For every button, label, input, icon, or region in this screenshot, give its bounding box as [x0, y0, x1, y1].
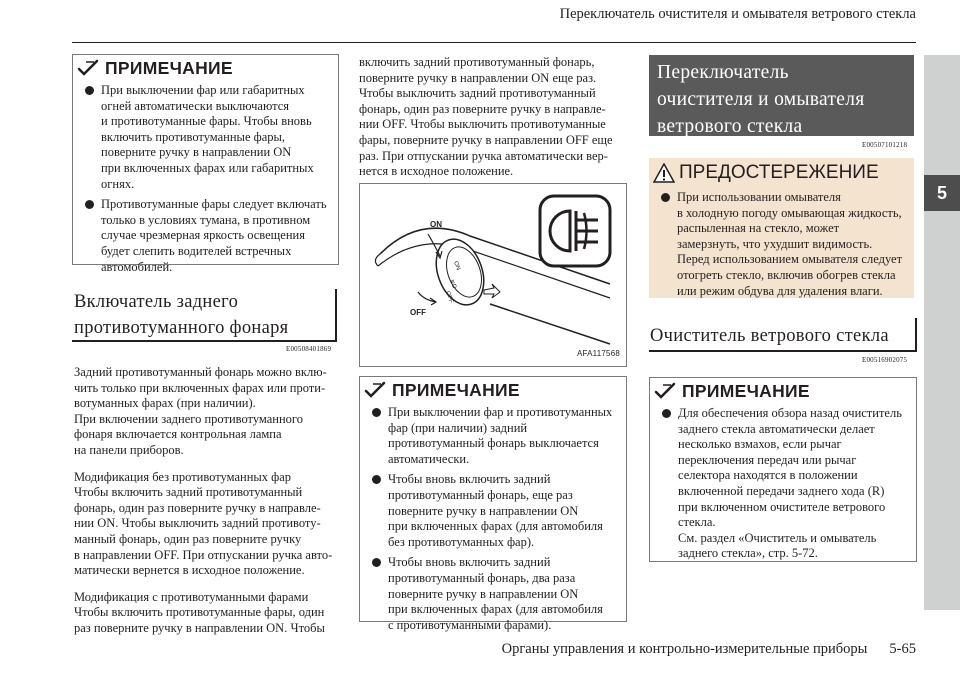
section-title-bar — [915, 318, 917, 351]
pencil-icon — [364, 381, 386, 399]
chapter-side-strip — [924, 55, 960, 610]
svg-text:ON: ON — [452, 260, 461, 272]
note-bullet — [662, 406, 908, 562]
warning-triangle-icon — [653, 163, 675, 183]
pencil-icon — [654, 382, 676, 400]
note-title: ПРИМЕЧАНИЕ — [682, 380, 810, 401]
bullet-dot — [661, 193, 670, 202]
page-number: 5-65 — [889, 641, 916, 657]
page-footer — [502, 641, 916, 658]
warning-header — [649, 158, 914, 188]
bullet-dot — [662, 409, 671, 418]
section-title-windshield-wiper: Очиститель ветрового стекла — [650, 326, 889, 346]
note-bullet — [372, 405, 618, 467]
bullet-text: Противотуманные фары следует включать только в условиях тумана, в противном случае чрезмерная яркость освещения будет слепить водителей встречных автомобилей. — [101, 197, 327, 274]
note-bullet — [85, 83, 330, 192]
section-code: E00508401869 — [286, 345, 332, 353]
section-code: E00507101218 — [862, 141, 908, 149]
warning-box — [649, 158, 914, 298]
bullet-dot — [372, 408, 381, 417]
svg-text:≋D: ≋D — [448, 278, 457, 290]
note-box-rear-fog — [359, 376, 627, 632]
footer-section: Органы управления и контрольно-измерительные приборы — [501, 641, 868, 657]
bullet-dot — [85, 200, 94, 209]
bullet-dot — [85, 86, 94, 95]
section-title-underline — [72, 340, 337, 342]
note-header — [650, 378, 916, 404]
bullet-dot — [372, 475, 381, 484]
bullet-text: Чтобы вновь включить задний противотуманный фонарь, два раза поверните ручку в направлении ON при включенных фарах (для автомобиля с противотуманными фарами). — [388, 555, 603, 632]
warning-body — [649, 188, 914, 310]
bullet-text: При выключении фар или габаритных огней автоматически выключаются и противотуманные фары. Чтобы вновь включить противотуманные фары, поверните ручку в направлении ON при включенных фарах или габаритных огнях. — [101, 83, 314, 191]
note-title: ПРИМЕЧАНИЕ — [105, 57, 233, 78]
fog-lamp-switch-illustration — [360, 184, 626, 366]
note-bullet — [372, 472, 618, 550]
warning-bullet — [661, 190, 906, 299]
pencil-icon — [77, 59, 99, 77]
bullet-text: Чтобы вновь включить задний противотуманный фонарь, еще раз поверните ручку в направлении ON при включенных фарах (для автомобиля без противотуманных фар). — [388, 472, 603, 549]
chapter-tab[interactable]: 5 — [924, 175, 960, 211]
note-bullet — [372, 555, 618, 633]
paragraph-continuation: включить задний противотуманный фонарь, поверните ручку в направлении ON еще раз. Чтобы выключить задний противотуманный фонарь, один раз поверните ручку в направле- нии OFF. Чтобы выключить противотуманные фары, поверните ручку в направлении OFF еще раз. При отпускании ручка автоматически вер- нется в исходное положение. — [359, 55, 613, 179]
note-header — [360, 377, 626, 403]
warning-title: ПРЕДОСТЕРЕЖЕНИЕ — [679, 162, 879, 183]
note-box-fog-lights — [72, 54, 339, 274]
header-rule — [72, 42, 916, 43]
note-header — [73, 55, 338, 81]
page-header-title: Переключатель очистителя и омывателя ветрового стекла — [559, 6, 916, 22]
note-body — [360, 403, 626, 644]
rear-fog-text — [74, 365, 344, 637]
bullet-text: При выключении фар и противотуманных фар (при наличии) задний противотуманный фонарь выключается автоматически. — [388, 405, 613, 466]
section-title-wiper-switch: Переключатель очистителя и омывателя ветрового стекла — [649, 55, 914, 136]
paragraph: Модификация без противотуманных фар Чтобы включить задний противотуманный фонарь, один раз поверните ручку в направле- нии ON. Чтобы выключить задний противоту- манный фонарь, один раз поверните ручку в направлении OFF. При отпускании ручка авто- матически вернется в исходное положение. — [74, 469, 333, 578]
note-title: ПРИМЕЧАНИЕ — [392, 379, 520, 400]
note-body — [650, 404, 916, 573]
section-code: E00516902075 — [862, 356, 908, 364]
svg-text:OFF: OFF — [444, 290, 454, 304]
off-label: OFF — [410, 308, 426, 317]
section-title-underline — [649, 350, 917, 352]
note-body — [73, 81, 338, 286]
note-bullet — [85, 197, 330, 275]
paragraph: Модификация с противотуманными фарами Чтобы включить противотуманные фары, один раз поверните ручку в направлении ON. Чтобы — [74, 589, 325, 635]
paragraph: Задний противотуманный фонарь можно вклю- чить только при включенных фарах или проти- вотуманных фарах (при наличии). При включении заднего противотуманного фонаря включается контрольная лампа на панели приборов. — [74, 365, 327, 457]
note-box-rear-wiper — [649, 377, 917, 562]
bullet-dot — [372, 558, 381, 567]
bullet-text: Для обеспечения обзора назад очиститель заднего стекла автоматически делает несколько взмахов, если рычаг переключения передач или рычаг селектора находятся в положении включенной передачи заднего хода (R) при включенном очистителе ветрового стекла. См. раздел «Очиститель и омыватель заднего стекла», стр. 5-72. — [678, 406, 902, 561]
section-title-rear-fog: Включатель заднего противотуманного фонаря — [74, 292, 289, 338]
on-label: ON — [430, 220, 442, 229]
bullet-text: При использовании омывателя в холодную погоду омывающая жидкость, распыленная на стекло, может замерзнуть, что ухудшит видимость. Перед использованием омывателя следует отогреть стекло, включив обогрев стекла или режим обдува для удаления влаги. — [677, 190, 903, 298]
figure-code: AFA117568 — [576, 349, 620, 358]
switch-illustration — [359, 183, 627, 367]
section-title-bar — [335, 289, 337, 341]
